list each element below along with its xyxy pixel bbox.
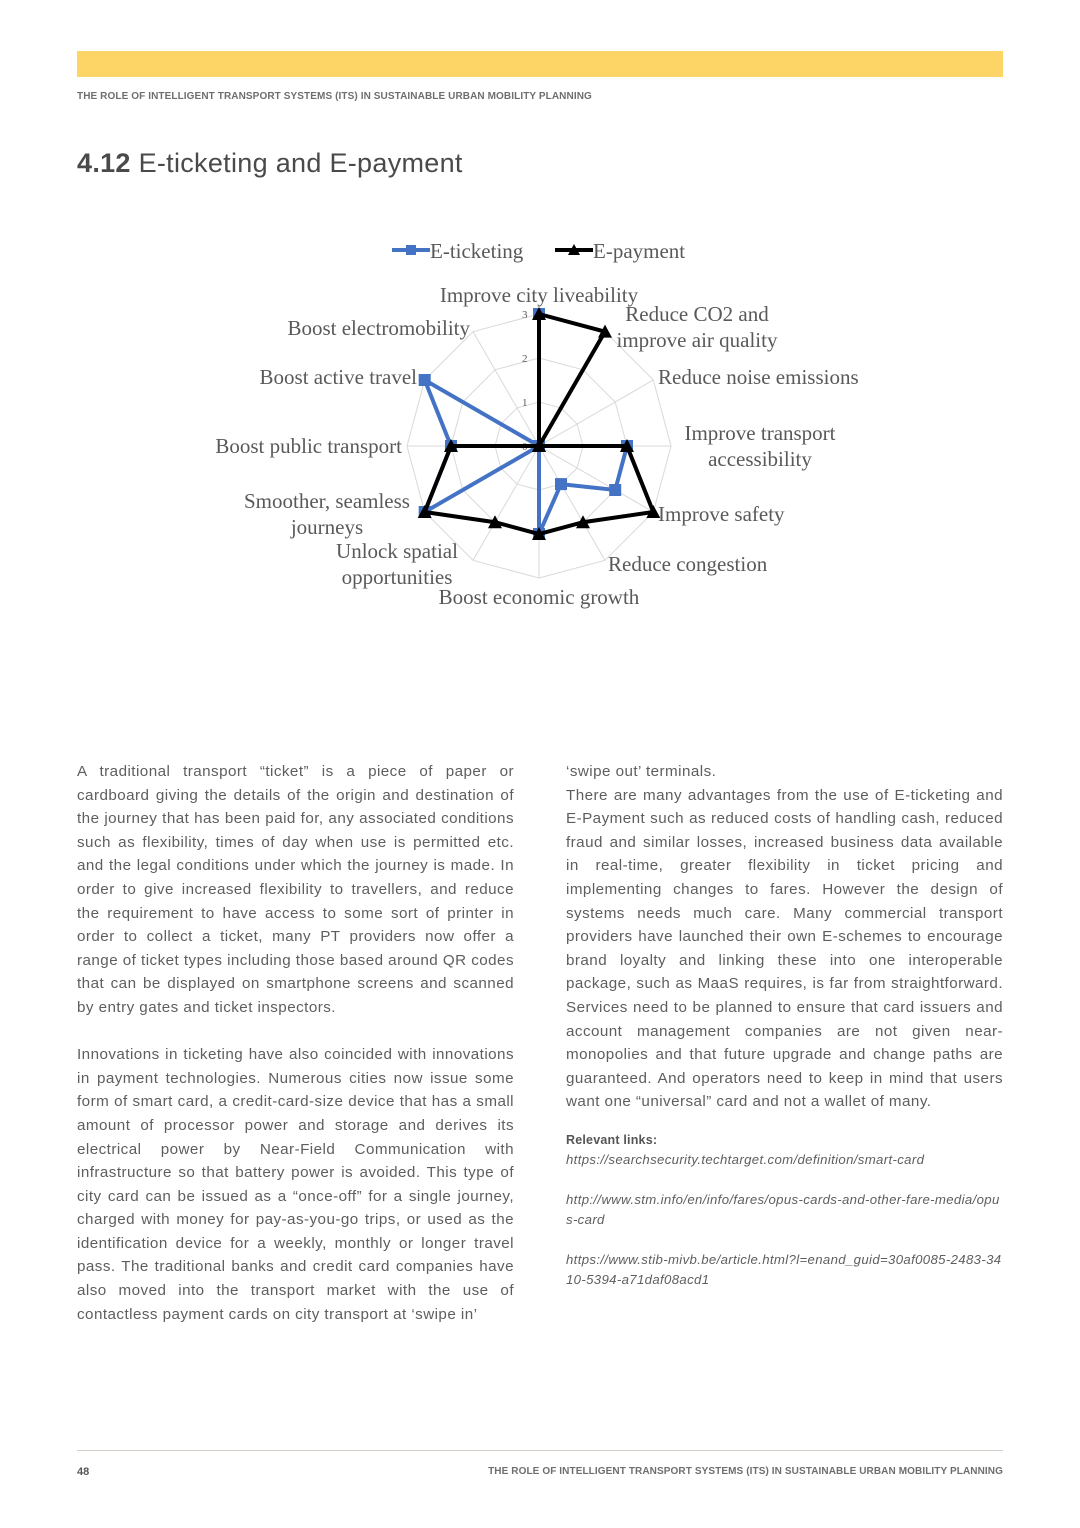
legend-label: E-ticketing (430, 239, 524, 263)
paragraph: There are many advantages from the use of E-ticketing and E-Payment such as reduced costs of handling cash, reduced fraud and similar losses, increased business data available in real-time, greater flexibility in ticket pricing and implementing changes to fares. However the design of systems needs much care. Many commercial transport providers have launched their own E-schemes to encourage brand loyalty and linking these into one interoperable package, such as MaaS requires, is far from straightforward. Services need to be planned to ensure that card issuers and account management companies are not given near-monopolies and that future upgrade and change paths are guaranteed. And operators need to keep in mind that users want one “universal” card and not a wallet of many. (566, 786, 1003, 1111)
data-point-square (419, 374, 431, 386)
tick-label: 3 (522, 309, 528, 321)
category-label-line: improve air quality (616, 328, 778, 352)
links-heading: Relevant links: (566, 1132, 658, 1147)
section-number: 4.12 (77, 148, 131, 178)
tick-label: 2 (522, 353, 528, 365)
category-label (684, 421, 835, 471)
category-label (658, 502, 785, 526)
data-point-square (555, 478, 567, 490)
category-label (244, 489, 410, 539)
category-label (439, 585, 640, 609)
category-label-line: Improve city liveability (439, 283, 639, 307)
category-label-line: Reduce CO2 and (625, 302, 769, 326)
category-label-line: Reduce noise emissions (658, 365, 859, 389)
category-label (658, 365, 859, 389)
category-label (215, 434, 402, 458)
category-label-line: Boost public transport (215, 434, 402, 458)
section-title (77, 148, 463, 179)
category-label-line: Unlock spatial (336, 539, 458, 563)
running-header: THE ROLE OF INTELLIGENT TRANSPORT SYSTEMS (ITS) IN SUSTAINABLE URBAN MOBILITY PLANNING (77, 91, 592, 102)
header-accent-bar (77, 51, 1003, 77)
category-label-line: Boost active travel (259, 365, 417, 389)
category-label-line: accessibility (708, 447, 812, 471)
paragraph: ‘swipe out’ terminals. (566, 763, 717, 780)
link-smart-card[interactable]: https://searchsecurity.techtarget.com/definition/smart-card (566, 1151, 925, 1167)
category-label (336, 539, 458, 589)
chart-tick-labels (522, 309, 528, 453)
category-label (440, 283, 639, 307)
page-number: 48 (77, 1466, 90, 1478)
grid-spoke (539, 446, 605, 560)
category-label-line: Boost economic growth (438, 585, 640, 609)
paragraph: A traditional transport “ticket” is a piece of paper or cardboard giving the details of the origin and destination of the journey that has been paid for, any associated conditions such as flexibility, times of day when use is permitted etc. and the legal conditions under which the journey is made. In order to give increased flexibility to travellers, and reduce the requirement to have access to some sort of printer in order to collect a ticket, many PT providers now offer a range of ticket types including those based around QR codes that can be displayed on smartphone screens and scanned by entry gates and ticket inspectors. (77, 763, 514, 1016)
category-label (287, 316, 470, 340)
chart-legend (392, 239, 685, 263)
tick-label: 1 (522, 397, 528, 409)
body-column-left (77, 760, 514, 1326)
category-label (260, 365, 418, 389)
footer-divider (77, 1450, 1003, 1451)
category-label (608, 552, 768, 576)
legend-marker-square (406, 245, 416, 255)
legend-label: E-payment (593, 239, 686, 263)
category-label-line: Improve safety (658, 502, 785, 526)
data-point-square (609, 484, 621, 496)
category-label (617, 302, 778, 352)
radar-chart (0, 220, 1080, 620)
legend-item-e-payment (555, 239, 685, 263)
paragraph: Innovations in ticketing have also coincided with innovations in payment technologies. Numerous cities now issue some form of smart card, a credit-card-size device that has a small amount of processor power and storage and derives its electrical power by Near-Field Communication with infrastructure so that battery power is avoided. This type of city card can be issued as a “once-off” for a single journey, charged with money for pay-as-you-go trips, or used as the identification device for a weekly, monthly or longer travel pass. The traditional banks and credit card companies have also moved into the transport market with the use of contactless payment cards on city transport at ‘swipe in’ (77, 1046, 514, 1323)
footer-running-title: THE ROLE OF INTELLIGENT TRANSPORT SYSTEMS (ITS) IN SUSTAINABLE URBAN MOBILITY PLANNING (488, 1466, 1003, 1477)
category-label-line: Boost electromobility (287, 316, 470, 340)
link-stib-article[interactable]: https://www.stib-mivb.be/article.html?l=enand_guid=30af0085-2483-3410-5394-a71daf08acd1 (566, 1251, 1002, 1287)
legend-item-e-ticketing (392, 239, 524, 263)
section-title-text: E-ticketing and E-payment (138, 148, 463, 178)
category-label-line: Improve transport (684, 421, 836, 445)
category-label-line: opportunities (341, 565, 453, 589)
category-label-line: journeys (290, 515, 364, 539)
link-opus-card[interactable]: http://www.stm.info/en/info/fares/opus-cards-and-other-fare-media/opus-card (566, 1191, 1000, 1227)
tick-label: 0 (522, 441, 528, 453)
body-column-right (566, 760, 1003, 1290)
category-label-line: Smoother, seamless (244, 489, 410, 513)
category-label-line: Reduce congestion (608, 552, 768, 576)
